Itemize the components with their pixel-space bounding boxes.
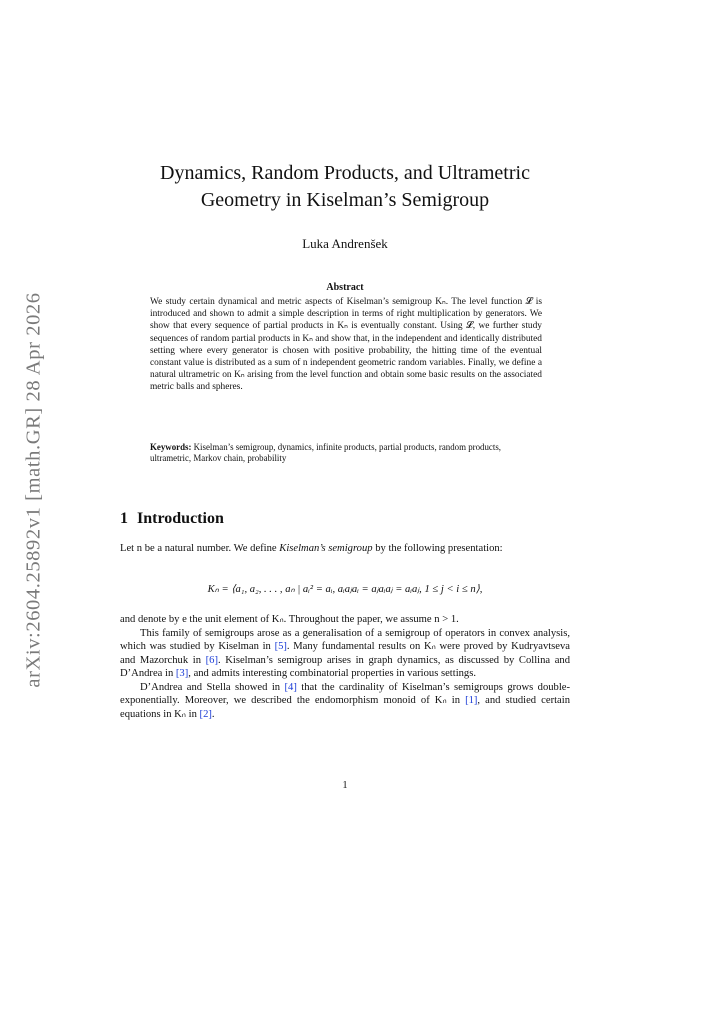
citation-link[interactable]: [6] [205, 654, 218, 666]
arxiv-sidebar [14, 280, 54, 700]
text-run: This family of semigroups arose as a generalisation of a semigroup of operators in convex analysis, which was studied by Kiselman in [120, 628, 570, 653]
title-line-1: Dynamics, Random Products, and Ultrametric [160, 162, 530, 184]
paper-title [140, 160, 550, 214]
text-run: Let n be a natural number. We define [120, 543, 280, 554]
abstract-body: We study certain dynamical and metric aspects of Kiselman’s semigroup Kₙ. The level function 𝓛 is introduced and shown to admit a simple description in terms of right multiplication by generators. We show that every sequence of partial products in Kₙ is eventually constant. Using 𝓛, we further study sequences of random partial products in Kₙ and show that, in the independent and identically distributed setting where every generator is chosen with positive probability, the hitting time of the eventual constant value is distributed as a sum of n independent geometric random variables. Finally, we define a natural ultrametric on Kₙ arising from the level function and obtain some basic results on the associated metric balls and spheres. [150, 297, 542, 393]
intro-paragraph-1 [120, 542, 570, 555]
presentation-equation: Kₙ = ⟨a₁, a₂, . . . , aₙ | aᵢ² = aᵢ, aᵢaⱼaᵢ = aⱼaᵢaⱼ = aᵢaⱼ, 1 ≤ j < i ≤ n⟩, [207, 584, 483, 595]
text-run: D’Andrea and Stella showed in [140, 682, 285, 693]
section-number: 1 [120, 510, 128, 527]
text-run: . Many fundamental results on Kₙ were proved by Kudryavtseva and Mazorchuk in [120, 641, 571, 666]
citation-link[interactable]: [2] [199, 708, 212, 720]
text-run: . Kiselman’s semigroup arises in graph dynamics, as discussed by Collina and D’Andrea in [120, 654, 570, 680]
text-run: , and studied certain equations in Kₙ in [120, 695, 570, 720]
citation-link[interactable]: [1] [465, 695, 478, 707]
text-run: by the following presentation: [372, 543, 503, 554]
keywords [150, 442, 542, 465]
citation-link[interactable]: [4] [284, 682, 297, 693]
author-name: Luka Andrenšek [302, 236, 388, 251]
section-heading [120, 510, 224, 528]
intro-paragraph-4 [120, 681, 570, 721]
intro-paragraph-3 [120, 627, 570, 681]
title-line-2: Geometry in Kiselman’s Semigroup [200, 189, 490, 211]
arxiv-identifier: arXiv:2604.25892v1 [math.GR] 28 Apr 2026 [22, 292, 45, 688]
text-run: . [211, 708, 215, 720]
citation-link[interactable]: [5] [274, 641, 287, 653]
emphasis-term: Kiselman’s semigroup [279, 543, 373, 554]
text-run: , and admits interesting combinatorial properties in various settings. [188, 668, 477, 680]
keywords-label: Keywords: [150, 442, 192, 452]
keywords-text: Kiselman’s semigroup, dynamics, infinite products, partial products, random products, ultrametric, Markov chain, probability [150, 442, 502, 464]
intro-paragraph-2: and denote by e the unit element of Kₙ. Throughout the paper, we assume n > 1. [120, 614, 459, 625]
text-run: that the cardinality of Kiselman’s semigroups grows double-exponentially. Moreover, we described the endomorphism monoid of Kₙ in [120, 682, 571, 707]
abstract-heading: Abstract [326, 282, 364, 293]
page-number: 1 [342, 780, 348, 791]
section-title: Introduction [137, 510, 224, 527]
citation-link[interactable]: [3] [175, 668, 189, 680]
